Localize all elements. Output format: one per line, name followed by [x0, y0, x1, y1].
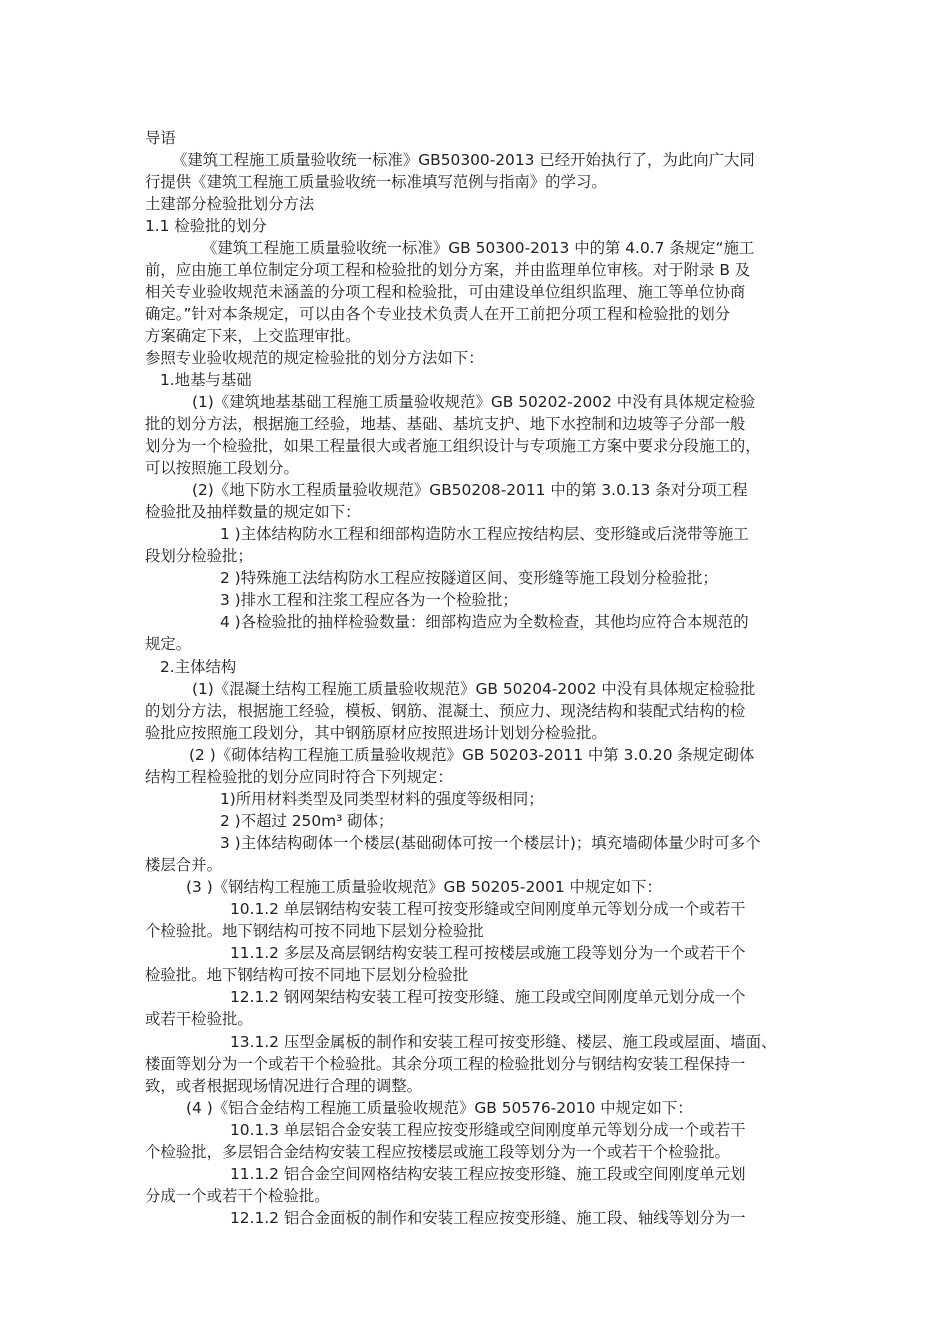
text-line: 个检验批，多层铝合金结构安装工程应按楼层或施工段等划分为一个或若干个检验批。 [145, 1143, 730, 1161]
text-line: 12.1.2 钢网架结构安装工程可按变形缝、施工段或空间刚度单元划分成一个 [230, 988, 746, 1006]
text-line: (4 )《铝合金结构工程施工质量验收规范》GB 50576-2010 中规定如下： [186, 1099, 693, 1117]
text-line: 批的划分方法，根据施工经验，地基、基础、基坑支护、地下水控制和边坡等子分部一般 [145, 415, 746, 433]
text-line: 1)所用材料类型及同类型材料的强度等级相同； [220, 790, 544, 808]
text-line: 楼层合并。 [145, 856, 222, 874]
text-line: 导语 [145, 129, 176, 147]
text-line: (1)《建筑地基基础工程施工质量验收规范》GB 50202-2002 中没有具体规定检验 [192, 393, 756, 411]
text-line: 土建部分检验批划分方法 [145, 195, 315, 213]
text-line: 行提供《建筑工程施工质量验收统一标准填写范例与指南》的学习。 [145, 173, 607, 191]
text-line: 《建筑工程施工质量验收统一标准》GB50300-2013 已经开始执行了，为此向广大同 [172, 151, 755, 169]
text-line: 参照专业验收规范的规定检验批的划分方法如下： [145, 349, 484, 367]
text-line: 10.1.2 单层钢结构安装工程可按变形缝或空间刚度单元等划分成一个或若干 [230, 900, 746, 918]
text-line: 结构工程检验批的划分应同时符合下列规定： [145, 768, 453, 786]
text-line: 划分为一个检验批，如果工程量很大或者施工组织设计与专项施工方案中要求分段施工的， [145, 437, 761, 455]
text-line: 或若干检验批。 [145, 1010, 253, 1028]
text-line: 2.主体结构 [160, 658, 237, 676]
text-line: 3 )主体结构砌体一个楼层(基础砌体可按一个楼层计)；填充墙砌体量少时可多个 [220, 834, 761, 852]
text-line: 相关专业验收规范未涵盖的分项工程和检验批，可由建设单位组织监理、施工等单位协商 [145, 283, 746, 301]
text-line: 3 )排水工程和注浆工程应各为一个检验批； [220, 591, 518, 609]
text-line: 2 )特殊施工法结构防水工程应按隧道区间、变形缝等施工段划分检验批； [220, 569, 718, 587]
text-line: (2 )《砌体结构工程施工质量验收规范》GB 50203-2011 中第 3.0.20 条规定砌体 [189, 746, 755, 764]
text-line: 个检验批。地下钢结构可按不同地下层划分检验批 [145, 922, 484, 940]
text-line: 检验批及抽样数量的规定如下： [145, 503, 361, 521]
text-line: 13.1.2 压型金属板的制作和安装工程可按变形缝、楼层、施工段或屋面、墙面、 [230, 1033, 777, 1051]
text-line: 的划分方法，根据施工经验，模板、钢筋、混凝土、预应力、现浇结构和装配式结构的检 [145, 702, 746, 720]
text-line: 确定。”针对本条规定，可以由各个专业技术负责人在开工前把分项工程和检验批的划分 [145, 305, 731, 323]
text-line: 方案确定下来，上交监理审批。 [145, 327, 361, 345]
text-line: 规定。 [145, 635, 192, 653]
text-line: 分成一个或若干个检验批。 [145, 1187, 330, 1205]
text-line: 段划分检验批； [145, 547, 253, 565]
text-line: 可以按照施工段划分。 [145, 459, 299, 477]
text-line: 4 )各检验批的抽样检验数量：细部构造应为全数检查，其他均应符合本规范的 [220, 613, 749, 631]
text-line: 12.1.2 铝合金面板的制作和安装工程应按变形缝、施工段、轴线等划分为一 [230, 1209, 746, 1227]
text-line: 验批应按照施工段划分，其中钢筋原材应按照进场计划划分检验批。 [145, 724, 607, 742]
text-line: 1.1 检验批的划分 [145, 217, 267, 235]
text-line: 11.1.2 铝合金空间网格结构安装工程应按变形缝、施工段或空间刚度单元划 [230, 1165, 746, 1183]
text-line: 《建筑工程施工质量验收统一标准》GB 50300-2013 中的第 4.0.7 条规定“施工 [202, 239, 755, 257]
text-line: 前，应由施工单位制定分项工程和检验批的划分方案，并由监理单位审核。对于附录 B 及 [145, 261, 751, 279]
text-line: (1)《混凝土结构工程施工质量验收规范》GB 50204-2002 中没有具体规定检验批 [192, 680, 756, 698]
text-line: 楼面等划分为一个或若干个检验批。其余分项工程的检验批划分与钢结构安装工程保持一 [145, 1055, 746, 1073]
text-line: 检验批。地下钢结构可按不同地下层划分检验批 [145, 966, 469, 984]
text-line: 致，或者根据现场情况进行合理的调整。 [145, 1077, 423, 1095]
text-line: 1 )主体结构防水工程和细部构造防水工程应按结构层、变形缝或后浇带等施工 [220, 525, 749, 543]
text-line: 10.1.3 单层铝合金安装工程应按变形缝或空间刚度单元等划分成一个或若干 [230, 1121, 746, 1139]
text-line: 1.地基与基础 [160, 371, 252, 389]
text-line: 11.1.2 多层及高层钢结构安装工程可按楼层或施工段等划分为一个或若干个 [230, 944, 746, 962]
text-line: (3 )《钢结构工程施工质量验收规范》GB 50205-2001 中规定如下： [186, 878, 662, 896]
text-line: 2 )不超过 250m³ 砌体； [220, 812, 394, 830]
text-line: (2)《地下防水工程质量验收规范》GB50208-2011 中的第 3.0.13 条对分项工程 [192, 481, 748, 499]
